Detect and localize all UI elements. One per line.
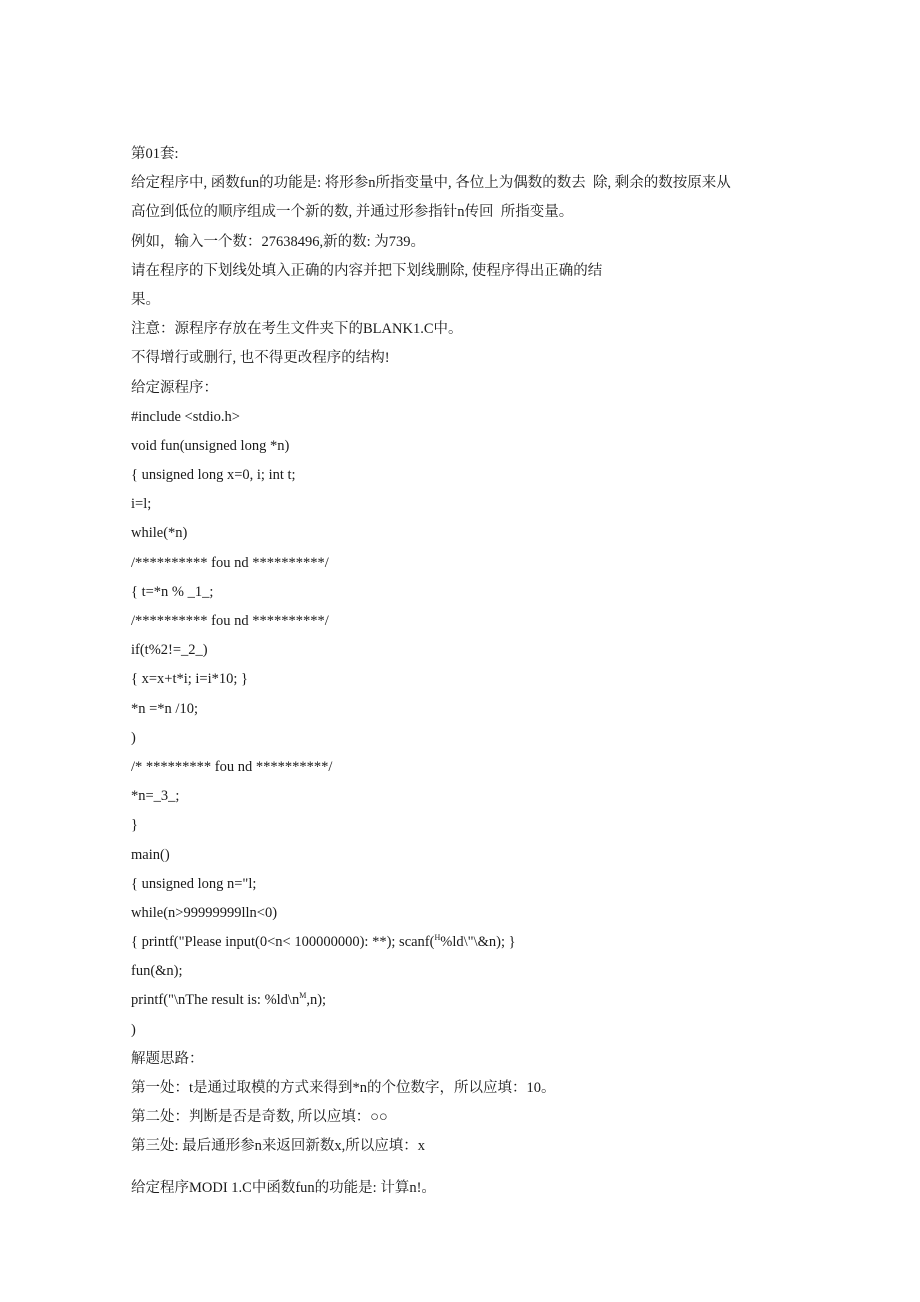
code-line: #include <stdio.h> <box>131 408 240 425</box>
code-line: while(*n) <box>131 525 188 542</box>
superscript-h: H <box>434 933 441 943</box>
code-line: main() <box>131 846 170 863</box>
code-fragment: printf("\nThe result is: %ld\n <box>131 992 300 1009</box>
code-line: /********** fou nd **********/ <box>131 613 329 629</box>
instruction-line-1: 请在程序的下划线处填入正确的内容并把下划线删除, 使程序得出正确的结 <box>131 262 603 279</box>
code-line-printf <box>131 986 791 1015</box>
intro-line-1: 给定程序中, 函数fun的功能是: 将形参n所指变量中, 各位上为偶数的数去 除, 剩余的数按原来从 <box>131 175 731 192</box>
source-label: 给定源程序： <box>131 379 218 396</box>
code-line: if(t%2!=_2_) <box>131 642 208 659</box>
solution-3: 第三处: 最后通形参n来返回新数x,所以应填：x <box>131 1138 426 1155</box>
code-line: { unsigned long x=0, i; int t; <box>131 467 296 484</box>
instruction-line-2: 果。 <box>131 291 160 308</box>
code-line: while(n>99999999lln<0) <box>131 904 278 921</box>
code-line: *n =*n /10; <box>131 700 198 717</box>
code-line: /********** fou nd **********/ <box>131 554 329 571</box>
code-line: i=l; <box>131 496 152 513</box>
problem-heading: 第01套: <box>131 146 179 162</box>
code-fragment: { printf("Please input(0<n< 100000000): **); scanf( <box>131 934 435 951</box>
code-line: { t=*n % _1_; <box>131 583 214 600</box>
example-text: 例如，输入一个数：27638496,新的数: 为739。 <box>131 233 426 250</box>
code-line: void fun(unsigned long *n) <box>131 437 290 454</box>
intro-line-2: 高位到低位的顺序组成一个新的数, 并通过形参指针n传回 所指变量。 <box>131 204 574 221</box>
restriction-text: 不得增行或删行, 也不得更改程序的结构! <box>131 350 390 367</box>
code-line: fun(&n); <box>131 963 183 980</box>
code-line: *n=_3_; <box>131 788 180 805</box>
solution-label: 解题思路： <box>131 1050 204 1067</box>
code-fragment: ,n); <box>306 992 327 1009</box>
note-text: 注意：源程序存放在考生文件夹下的BLANK1.C中。 <box>131 321 463 338</box>
solution-1: 第一处：t是通过取模的方式来得到*n的个位数字，所以应填：10。 <box>131 1080 556 1096</box>
document-page <box>131 140 791 1203</box>
code-line: ) <box>131 729 136 746</box>
code-line: } <box>131 817 138 834</box>
next-problem: 给定程序MODI 1.C中函数fun的功能是: 计算n!。 <box>131 1179 436 1196</box>
code-line: /* ********* fou nd **********/ <box>131 758 333 775</box>
paragraph-gap <box>131 1162 791 1174</box>
code-line-scanf <box>131 928 791 957</box>
superscript-m: M <box>299 991 307 1001</box>
code-line: { x=x+t*i; i=i*10; } <box>131 671 248 688</box>
solution-2: 第二处：判断是否是奇数, 所以应填：○○ <box>131 1109 388 1126</box>
code-fragment: %ld\"\&n); } <box>440 934 516 951</box>
code-line: { unsigned long n="l; <box>131 875 257 892</box>
code-line: ) <box>131 1021 136 1038</box>
